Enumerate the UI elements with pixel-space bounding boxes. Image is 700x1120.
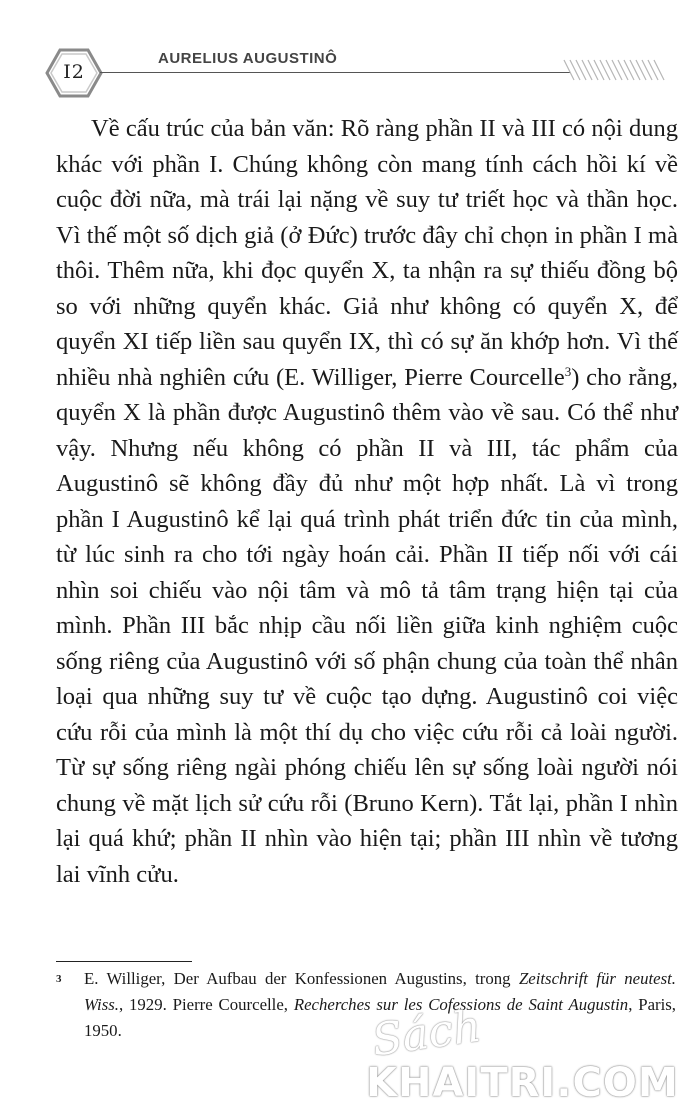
footnote-part3: , Paris, 1950.	[84, 995, 676, 1040]
paragraph-text-part1: Về cấu trúc của bản văn: Rõ ràng phần II và III có nội dung khác với phần I. Chúng không còn mang tính cách hồi kí về cuộc đời nữa, mà trái lại nặng về suy tư triết học và thần học. Vì thế một số dịch giả (ở Đức) trước đây chỉ chọn in phần I mà thôi. Thêm nữa, khi đọc quyển X, ta nhận ra sự thiếu đồng bộ so với những quyển khác. Giả như không có quyển X, để quyển XI tiếp liền sau quyển IX, thì có sự ăn khớp hơn. Vì thế nhiều nhà nghiên cứu (E. Williger, Pierre Courcelle	[56, 115, 678, 391]
watermark-brand: KHAITRI.COM	[366, 1060, 679, 1106]
footnote-reference[interactable]: 3	[564, 363, 572, 379]
footnote	[56, 966, 676, 1044]
footnote-journal-title: Zeitschrift für neutest. Wiss.	[84, 969, 676, 1014]
header-rule	[100, 72, 570, 73]
running-title: AURELIUS AUGUSTINÔ	[158, 50, 338, 67]
body-text	[56, 111, 678, 892]
footnote-part2: , 1929. Pierre Courcelle,	[118, 995, 294, 1014]
footnote-rule	[56, 961, 192, 962]
watermark-script: Sách	[368, 1000, 485, 1067]
page-number: I2	[63, 61, 85, 83]
paragraph-text-part2: ) cho rằng, quyển X là phần được Augustinô thêm vào về sau. Có thể như vậy. Nhưng nếu không có phần II và III, tác phẩm của Augustinô sẽ không đầy đủ như một hợp nhất. Là vì trong phần I Augustinô kể lại quá trình phát triển đức tin của mình, từ lúc sinh ra cho tới ngày hoán cải. Phần II tiếp nối với cái nhìn soi chiếu vào nội tâm và mô tả tâm trạng hiện tại của mình. Phần III bắc nhịp cầu nối liền giữa kinh nghiệm cuộc sống riêng của Augustinô với số phận chung của toàn thể nhân loại qua những suy tư về cuộc tạo dựng. Augustinô coi việc cứu rỗi của mình là một thí dụ cho việc cứu rỗi cả loài người. Từ sự sống riêng ngài phóng chiếu lên sự sống loài người nói chung về mặt lịch sử cứu rỗi (Bruno Kern). Tắt lại, phần I nhìn lại quá khứ; phần II nhìn vào hiện tại; phần III nhìn về tương lai vĩnh cửu.	[56, 363, 678, 888]
footnote-mark: 3	[56, 973, 62, 985]
footnote-book-title: Recherches sur les Cofessions de Saint Augustin	[293, 995, 629, 1014]
hatch-ornament-icon	[560, 58, 670, 82]
page-number-badge	[45, 48, 103, 98]
paragraph	[56, 111, 678, 892]
footnote-part1: E. Williger, Der Aufbau der Konfessionen Augustins, trong	[84, 969, 519, 988]
